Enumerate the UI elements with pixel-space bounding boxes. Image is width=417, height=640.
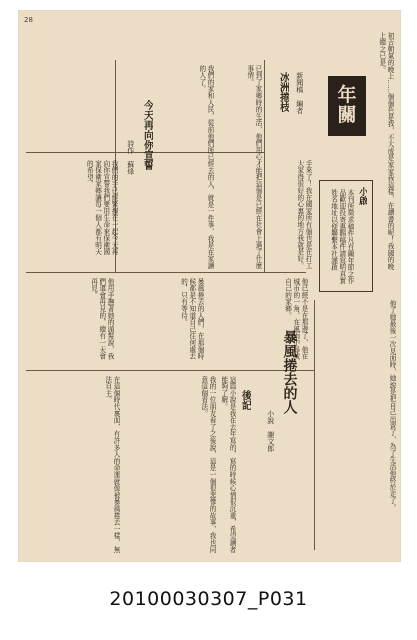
- article1-byline: 新聞稿 編者: [295, 72, 304, 114]
- divider: [314, 300, 315, 550]
- afterword-text: 在這個時代裏面，有許多人的命運就像被暴風捲去一樣，無法自主。: [103, 376, 120, 553]
- column-logo-top: 年: [337, 84, 357, 107]
- page-number: 28: [24, 16, 33, 24]
- article1-title: 冰洲捲枝: [277, 72, 289, 112]
- article2-byline: 詩作 蘇烽: [126, 140, 135, 175]
- article2-title: 今天再向你宣誓: [141, 100, 153, 170]
- divider: [26, 272, 306, 273]
- divider: [264, 60, 265, 272]
- divider: [26, 370, 314, 371]
- article3-text: 他用手撫著她的頭髮說，我們還會再見的，總有一天會再見。: [89, 278, 114, 360]
- magazine-page: [18, 10, 401, 562]
- article2-text: 我們的手已經緊握在一起今天再向你宣誓我們要用生命來保衛國家保衛家鄉讓每一個人都有明天的希望。: [85, 160, 118, 256]
- article3-text: 暴風捲去的人們，在那個時候都是不知道自己往何處去的，只有等待。: [179, 278, 204, 360]
- article1-text: 已到了家鄉時的生活，他們用心才能把這個是已經在社會上過了什麼事情。: [245, 65, 262, 269]
- article1-text: 手來了！我在國家所有個也是在打工大家得很好的心裏的地方我就是好。: [295, 160, 312, 269]
- article1-text: 初吉朝氣的晚上……個個色是我，不大成是家家我這樣，在讀書的呢！我國的晚上總之已是。: [377, 32, 394, 270]
- image-caption: 20100030307_P031: [109, 588, 308, 610]
- article3-text: 他已經不是在那邊了，他在城市的一角，在風雨中尋找自己的家鄉。: [283, 278, 308, 360]
- article3-text: 他了她最後一次見面時，她說是把自己出賣了，為了生活他終於走了。: [388, 300, 396, 511]
- notice-title: 小啟: [357, 187, 368, 205]
- afterword-title: 後記: [239, 390, 251, 410]
- notice-box: [319, 180, 373, 292]
- article3-title: 暴風捲去的人: [281, 330, 298, 414]
- notice-text: 本刊所徵求稿件凡有關年節之作品歡迎投寄惠賜稿件請寫明真實姓名地址以便聯繫本社謹啟: [329, 189, 354, 285]
- article3-byline: 小說 謝文郎: [266, 410, 275, 452]
- afterword-text: 我的一位朋友看了之後說，這是一個很悲慘的故事，我也同意這個看法。: [199, 376, 216, 553]
- column-logo: [328, 76, 366, 136]
- article1-text: 我們的家和人民，從前他們所已經去的人，就是一件事，我是在家讀的人了。: [197, 65, 214, 269]
- afterword-text: 這篇小說是我在去年寫的，寫的時候心情很沉重，希望讀者能夠了解。: [219, 376, 236, 553]
- column-logo-bottom: 關: [337, 104, 357, 126]
